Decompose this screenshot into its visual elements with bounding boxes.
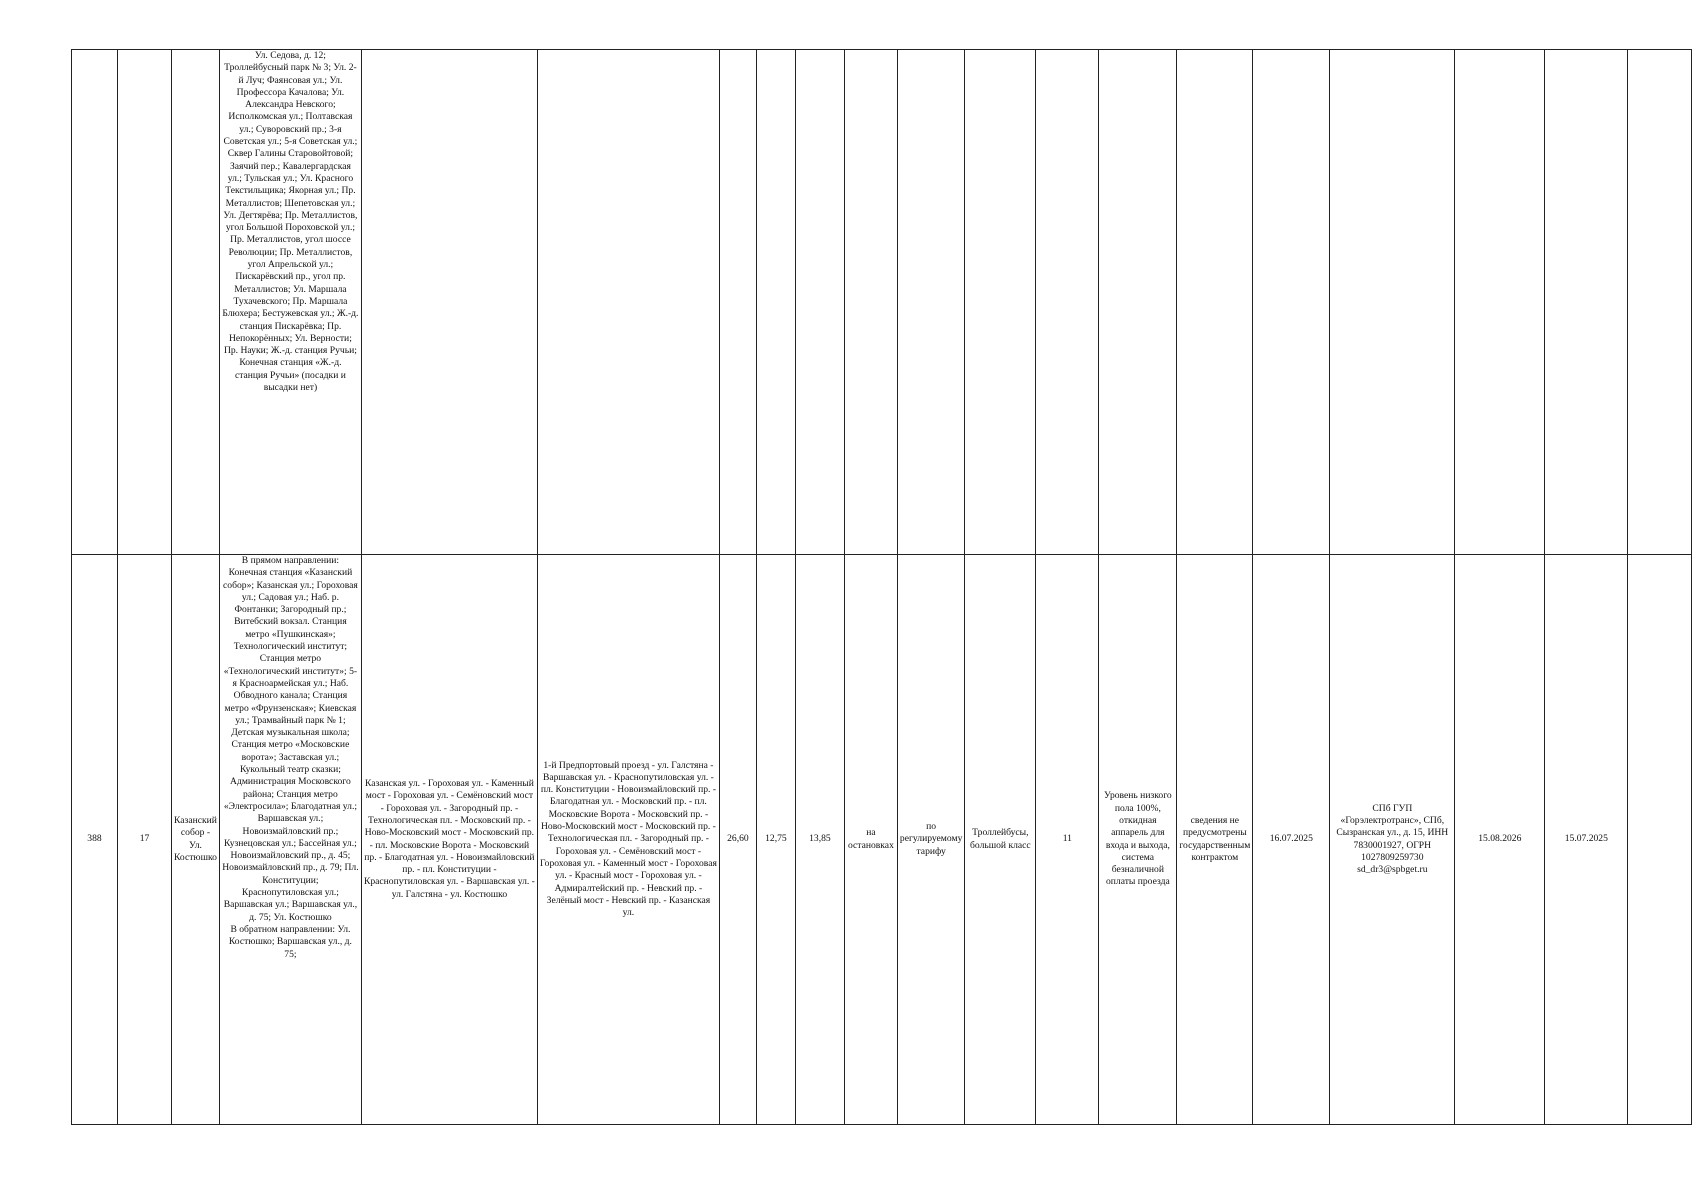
cell-empty — [1455, 50, 1545, 555]
cell-empty — [1628, 50, 1692, 555]
cell-empty — [1177, 50, 1253, 555]
cell-empty — [897, 50, 964, 555]
cell-empty — [844, 50, 897, 555]
table-row — [72, 555, 1692, 1125]
cell-stops: В прямом направлении: Конечная станция «Казанский собор»; Казанская ул.; Гороховая ул.; Садовая ул.; Наб. р. Фонтанки; Загородный пр.; Витебский вокзал. Станция метро «Пушкинская»; Технологический институт; Станция метро «Технологический институт»; 5-я Красноармейская ул.; Наб. Обводного канала; Станция метро «Фрунзенская»; Киевская ул.; Трамвайный парк № 1; Детская музыкальная школа; Станция метро «Московские ворота»; Заставская ул.; Кукольный театр сказки; Администрация Московского района; Станция метро «Электросила»; Благодатная ул.; Варшавская ул.; Новоизмайловский пр.; Кузнецовская ул.; Бассейная ул.; Новоизмайловский пр., д. 45; Новоизмайловский пр., д. 79; Пл. Конституции; Краснопутиловская ул.; Варшавская ул.; Варшавская ул., д. 75; Ул. Костюшко В обратном направлении: Ул. Костюшко; Варшавская ул., д. 75; — [219, 555, 361, 1125]
cell-extra — [1628, 555, 1692, 1125]
cell-empty — [1330, 50, 1455, 555]
cell-empty — [361, 50, 537, 555]
cell-empty — [537, 50, 719, 555]
cell-route-number: 17 — [118, 555, 172, 1125]
cell-empty — [1099, 50, 1177, 555]
table-row-continued — [72, 50, 1692, 555]
cell-empty — [118, 50, 172, 555]
cell-tariff: по регулируемому тарифу — [897, 555, 964, 1125]
cell-empty — [72, 50, 118, 555]
cell-length-forward: 26,60 — [719, 555, 756, 1125]
cell-date-3: 15.07.2025 — [1545, 555, 1628, 1125]
cell-empty — [1253, 50, 1330, 555]
cell-date-2: 15.08.2026 — [1455, 555, 1545, 1125]
cell-route-name: Казанский собор - Ул. Костюшко — [172, 555, 220, 1125]
cell-vehicle: Троллейбусы, большой класс — [965, 555, 1036, 1125]
cell-empty — [795, 50, 844, 555]
cell-empty — [719, 50, 756, 555]
cell-carrier: СПб ГУП «Горэлектротранс», СПб, Сызранская ул., д. 15, ИНН 7830001927, ОГРН 1027809259730 sd_dr3@spbget.ru — [1330, 555, 1455, 1125]
cell-streets-forward: Казанская ул. - Гороховая ул. - Каменный мост - Гороховая ул. - Семёновский мост - Гороховая ул. - Загородный пр. - Технологическая пл. - Московский пр. - Ново-Московский мост - Московский пр. - пл. Московские Ворота - Московский пр. - Благодатная ул. - Новоизмайловский пр. - пл. Конституции - Краснопутиловская ул. - Варшавская ул. - ул. Галстяна - ул. Костюшко — [361, 555, 537, 1125]
cell-streets-backward: 1-й Предпортовый проезд - ул. Галстяна - Варшавская ул. - Краснопутиловская ул. - пл. Конституции - Новоизмайловский пр. - Благодатная ул. - Московский пр. - пл. Московские Ворота - Московский пр. - Ново-Московский мост - Московский пр. - Технологическая пл. - Загородный пр. - Гороховая ул. - Семёновский мост - Гороховая ул. - Каменный мост - Гороховая ул. - Красный мост - Гороховая ул. - Адмиралтейский пр. - Невский пр. - Зелёный мост - Невский пр. - Казанская ул. — [537, 555, 719, 1125]
cell-stop-order: на остановках — [844, 555, 897, 1125]
cell-characteristics: Уровень низкого пола 100%, откидная аппарель для входа и выхода, система безналичной оплаты проезда — [1099, 555, 1177, 1125]
cell-empty — [172, 50, 220, 555]
route-registry-table — [71, 49, 1692, 1125]
cell-vehicle-count: 11 — [1036, 555, 1099, 1125]
cell-empty — [965, 50, 1036, 555]
cell-empty — [756, 50, 795, 555]
cell-start-date: 16.07.2025 — [1253, 555, 1330, 1125]
cell-length-backward: 12,75 — [756, 555, 795, 1125]
cell-reg-number: 388 — [72, 555, 118, 1125]
cell-empty — [1036, 50, 1099, 555]
cell-contract: сведения не предусмотрены государственным контрактом — [1177, 555, 1253, 1125]
cell-empty — [1545, 50, 1628, 555]
cell-stops-continued: Ул. Седова, д. 12; Троллейбусный парк № 3; Ул. 2-й Луч; Фаянсовая ул.; Ул. Профессора Качалова; Ул. Александра Невского; Исполкомская ул.; Полтавская ул.; Суворовский пр.; 3-я Советская ул.; 5-я Советская ул.; Сквер Галины Старовойтовой; Заячий пер.; Кавалергардская ул.; Тульская ул.; Ул. Красного Текстильщика; Якорная ул.; Пр. Металлистов; Шепетовская ул.; Ул. Дегтярёва; Пр. Металлистов, угол Большой Пороховской ул.; Пр. Металлистов, угол шоссе Революции; Пр. Металлистов, угол Апрельской ул.; Пискарёвский пр., угол пр. Металлистов; Ул. Маршала Тухачевского; Пр. Маршала Блюхера; Бестужевская ул.; Ж.-д. станция Пискарёвка; Пр. Непокорённых; Ул. Верности; Пр. Науки; Ж.-д. станция Ручьи; Конечная станция «Ж.-д. станция Ручьи» (посадки и высадки нет) — [219, 50, 361, 555]
cell-length-total: 13,85 — [795, 555, 844, 1125]
